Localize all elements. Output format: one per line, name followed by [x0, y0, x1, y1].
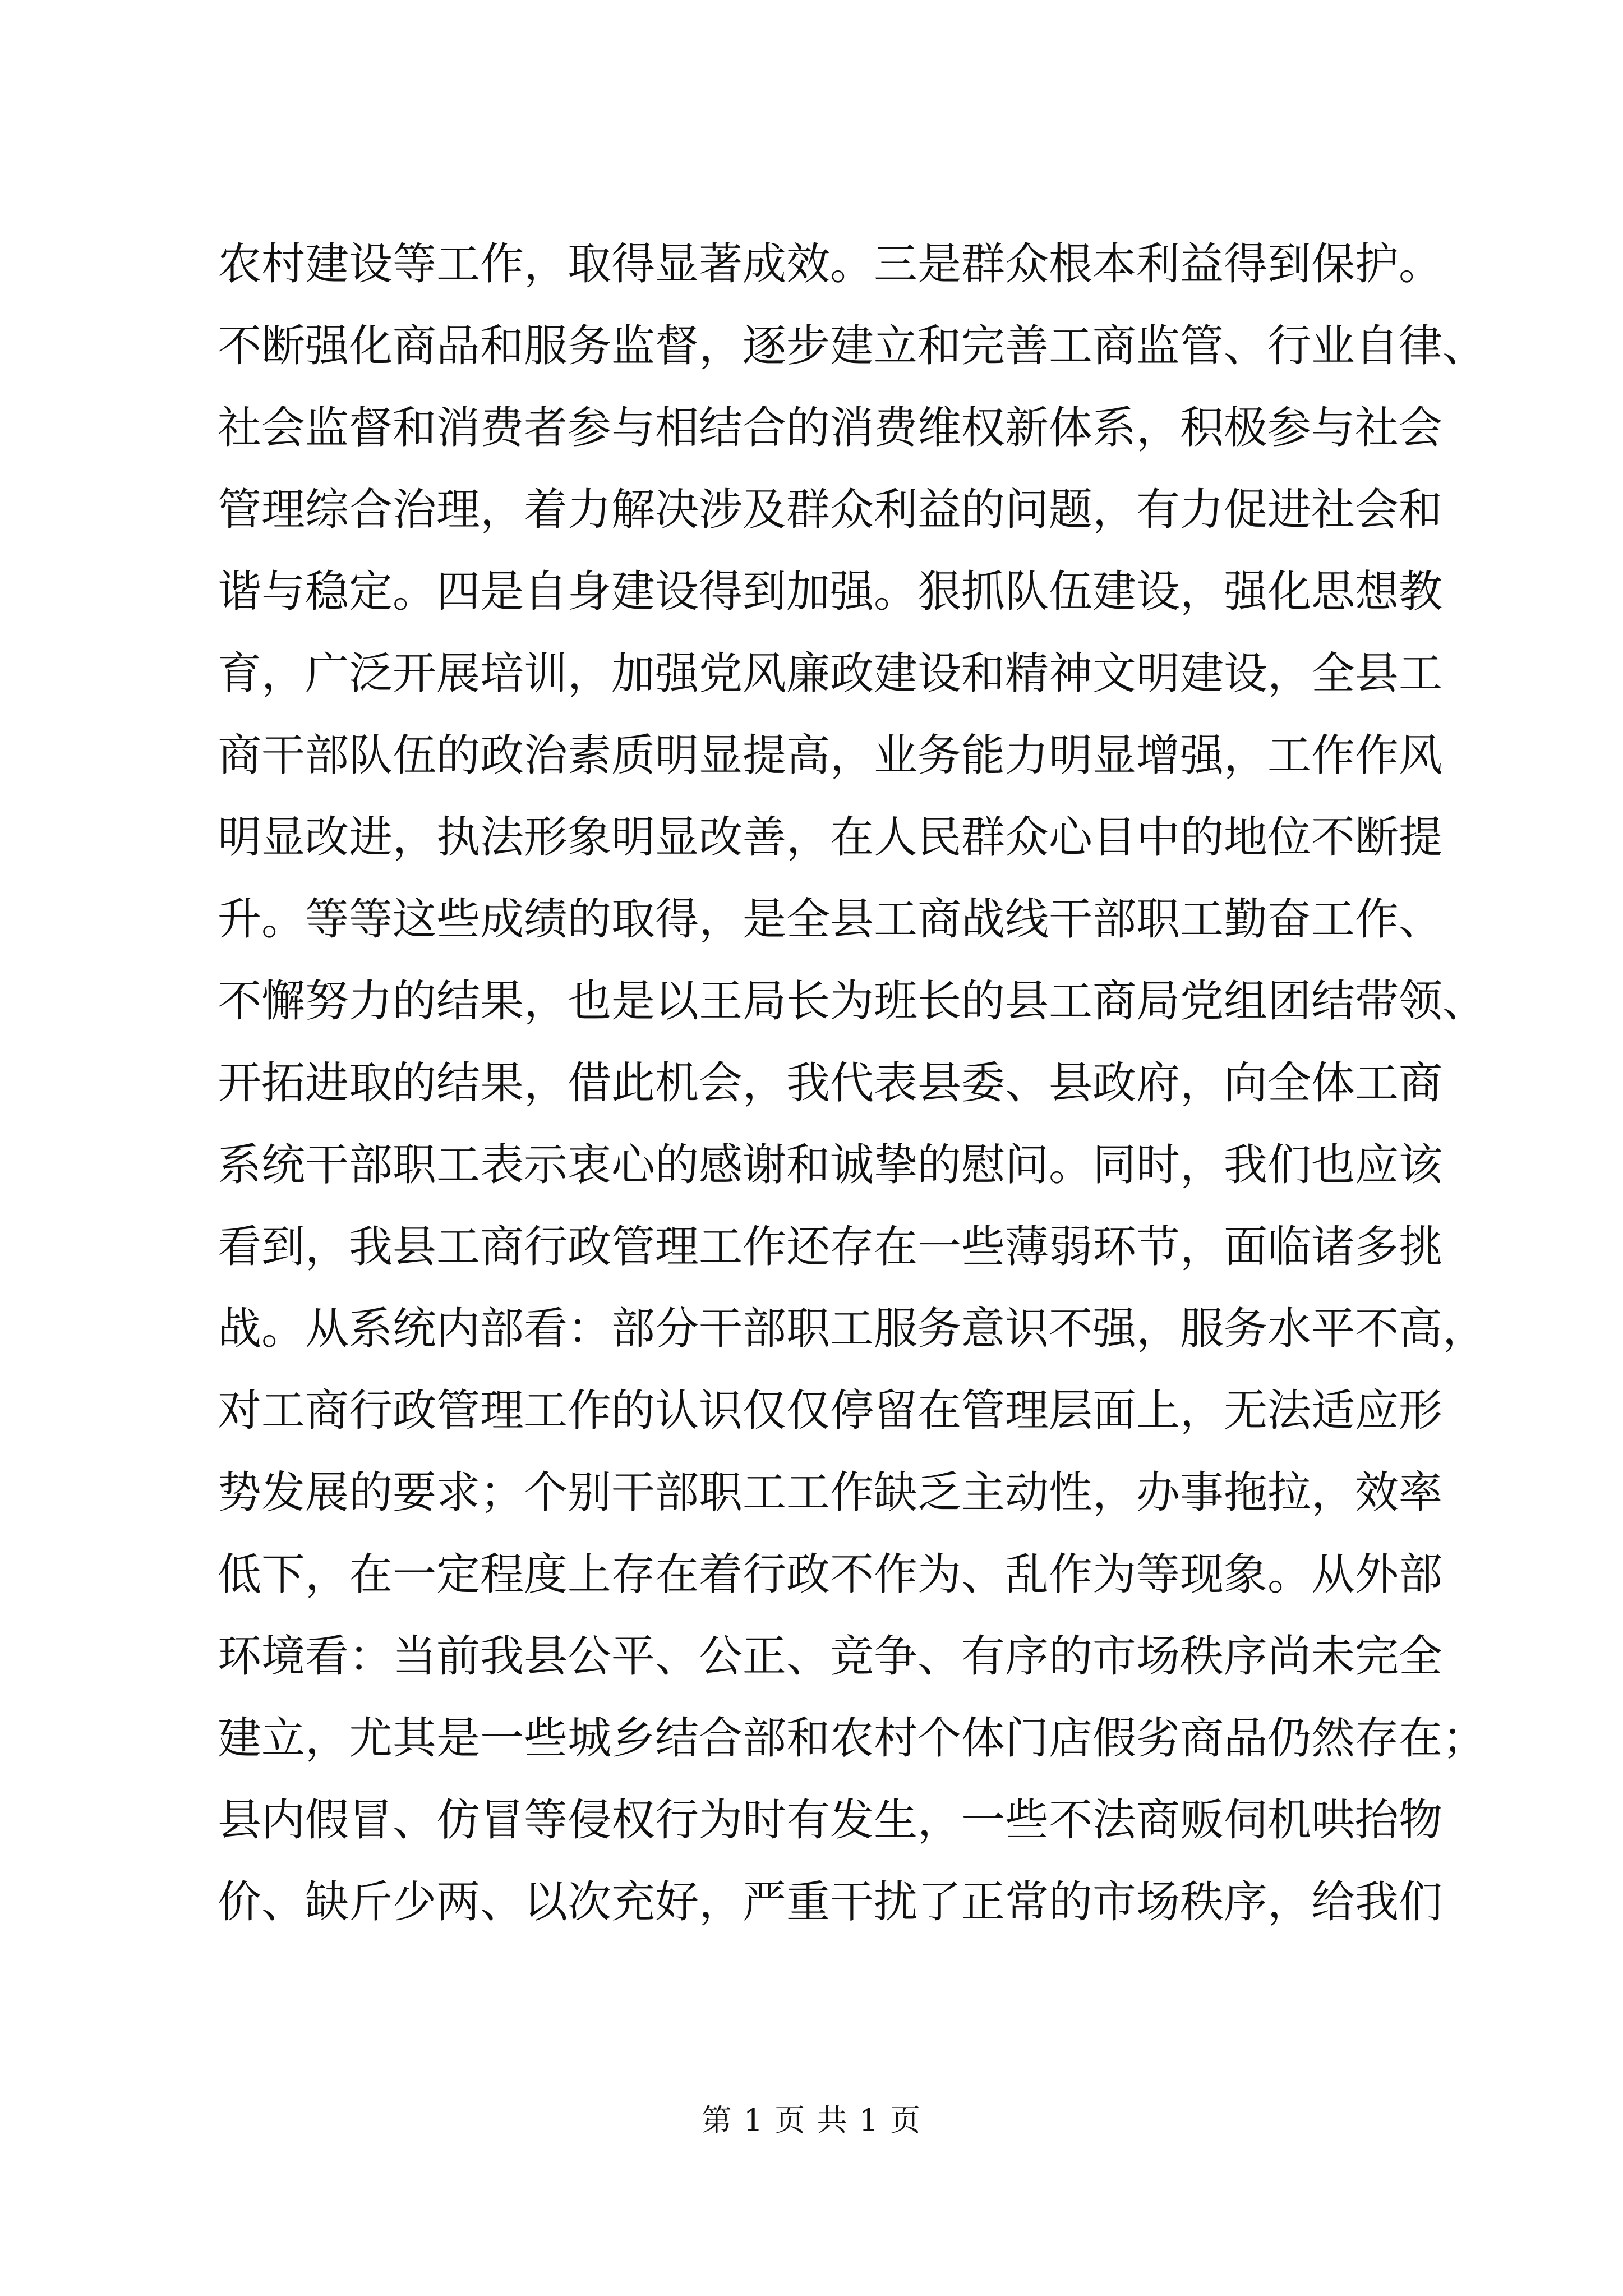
text-line-21: 价、缺斤少两、以次充好，严重干扰了正常的市场秩序，给我们	[218, 1877, 1443, 1927]
text-line-7: 商干部队伍的政治素质明显提高，业务能力明显增强，工作作风	[218, 730, 1443, 781]
text-line-9: 升。等等这些成绩的取得，是全县工商战线干部职工勤奋工作、	[218, 894, 1443, 945]
text-line-18: 环境看：当前我县公平、公正、竞争、有序的市场秩序尚未完全	[218, 1631, 1443, 1682]
text-line-13: 看到，我县工商行政管理工作还存在一些薄弱环节，面临诸多挑	[218, 1222, 1443, 1272]
text-line-14: 战。从系统内部看：部分干部职工服务意识不强，服务水平不高，	[218, 1304, 1487, 1354]
text-line-10: 不懈努力的结果，也是以王局长为班长的县工商局党组团结带领、	[218, 976, 1487, 1027]
text-line-17: 低下，在一定程度上存在着行政不作为、乱作为等现象。从外部	[218, 1549, 1443, 1600]
text-line-2: 不断强化商品和服务监督，逐步建立和完善工商监管、行业自律、	[218, 321, 1487, 371]
text-line-1: 农村建设等工作，取得显著成效。三是群众根本利益得到保护。	[218, 239, 1443, 289]
text-line-8: 明显改进，执法形象明显改善，在人民群众心目中的地位不断提	[218, 812, 1443, 863]
text-line-16: 势发展的要求；个别干部职工工作缺乏主动性，办事拖拉，效率	[218, 1467, 1443, 1518]
page-number-label: 第 1 页 共 1 页	[701, 2102, 922, 2138]
text-line-4: 管理综合治理，着力解决涉及群众利益的问题，有力促进社会和	[218, 485, 1443, 535]
text-line-6: 育，广泛开展培训，加强党风廉政建设和精神文明建设，全县工	[218, 648, 1443, 699]
text-line-20: 县内假冒、仿冒等侵权行为时有发生，一些不法商贩伺机哄抬物	[218, 1795, 1443, 1846]
text-line-12: 系统干部职工表示衷心的感谢和诚挚的慰问。同时，我们也应该	[218, 1140, 1443, 1190]
text-line-5: 谐与稳定。四是自身建设得到加强。狠抓队伍建设，强化思想教	[218, 567, 1443, 617]
text-line-3: 社会监督和消费者参与相结合的消费维权新体系，积极参与社会	[218, 403, 1443, 453]
body-paragraph	[218, 223, 1487, 1943]
text-line-11: 开拓进取的结果，借此机会，我代表县委、县政府，向全体工商	[218, 1058, 1443, 1108]
page-footer	[0, 2098, 1623, 2143]
text-line-19: 建立，尤其是一些城乡结合部和农村个体门店假劣商品仍然存在；	[218, 1713, 1487, 1764]
text-line-15: 对工商行政管理工作的认识仅仅停留在管理层面上，无法适应形	[218, 1386, 1443, 1436]
